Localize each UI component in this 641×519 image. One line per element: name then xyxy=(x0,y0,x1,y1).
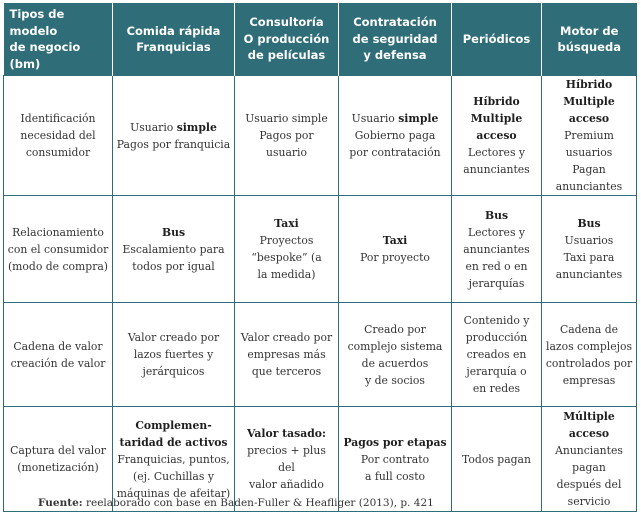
row-label: Captura del valor (monetización) xyxy=(4,407,113,512)
table-cell: Usuario simple Gobierno paga por contratación xyxy=(339,76,452,196)
table-row xyxy=(4,303,637,407)
table-cell: Híbrido Multiple acceso Premium usuarios Pagan anunciantes xyxy=(542,76,637,196)
table-cell: Pagos por etapas Por contrato a full costo xyxy=(339,407,452,512)
table-cell: Taxi Proyectos “bespoke” (a la medida) xyxy=(235,196,339,303)
source-footnote xyxy=(38,497,434,509)
source-label: Fuente: xyxy=(38,497,83,509)
table-row xyxy=(4,407,637,512)
header-business-model-type: Tipos de modelo de negocio (bm) xyxy=(4,3,113,76)
header-fast-food: Comida rápida Franquicias xyxy=(113,3,235,76)
row-label: Relacionamiento con el consumidor (modo de compra) xyxy=(4,196,113,303)
row-label: Identificación necesidad del consumidor xyxy=(4,76,113,196)
table-cell: Contenido y producción creados en jerarquía o en redes xyxy=(452,303,542,407)
header-search-engine: Motor de búsqueda xyxy=(542,3,637,76)
table-cell: Valor creado por empresas más que terceros xyxy=(235,303,339,407)
table-cell: Bus Lectores y anunciantes en red o en jerarquías xyxy=(452,196,542,303)
table-cell: Valor creado por lazos fuertes y jerárquicos xyxy=(113,303,235,407)
row-label: Cadena de valor creación de valor xyxy=(4,303,113,407)
table-cell: Valor tasado: precios + plus del valor añadido xyxy=(235,407,339,512)
header-newspapers: Periódicos xyxy=(452,3,542,76)
header-defense-contracting: Contratación de seguridad y defensa xyxy=(339,3,452,76)
business-model-table xyxy=(3,3,637,512)
source-text: reelaborado con base en Baden-Fuller & Heafliger (2013), p. 421 xyxy=(82,497,434,509)
table-cell: Usuario simple Pagos por franquicia xyxy=(113,76,235,196)
table-cell: Múltiple acceso Anunciantes pagan después del servicio xyxy=(542,407,637,512)
table-row xyxy=(4,76,637,196)
table-row xyxy=(4,196,637,303)
table-cell: Usuario simple Pagos por usuario xyxy=(235,76,339,196)
table-cell: Todos pagan xyxy=(452,407,542,512)
table-cell: Bus Escalamiento para todos por igual xyxy=(113,196,235,303)
table-header-row xyxy=(4,3,637,76)
table-cell: Complemen- taridad de activos Franquicias, puntos, (ej. Cuchillas y máquinas de afeitar) xyxy=(113,407,235,512)
table-cell: Cadena de lazos complejos controlados por empresas xyxy=(542,303,637,407)
table-cell: Híbrido Multiple acceso Lectores y anunciantes xyxy=(452,76,542,196)
table-cell: Bus Usuarios Taxi para anunciantes xyxy=(542,196,637,303)
header-consulting: Consultoría O producción de películas xyxy=(235,3,339,76)
table-cell: Creado por complejo sistema de acuerdos y de socios xyxy=(339,303,452,407)
table-cell: Taxi Por proyecto xyxy=(339,196,452,303)
